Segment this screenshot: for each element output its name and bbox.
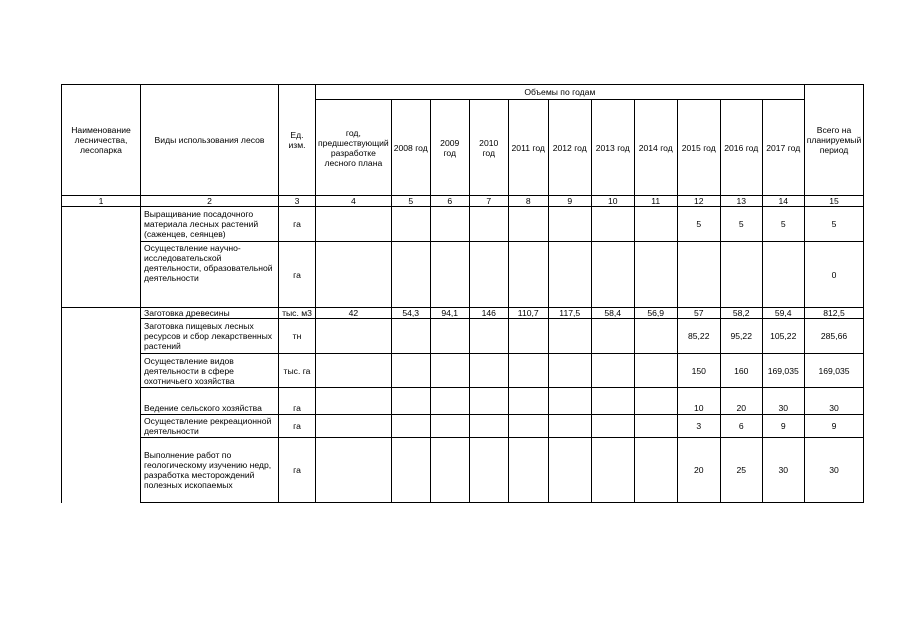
forest-use-table-wrapper <box>61 84 864 503</box>
table-row <box>62 438 864 503</box>
value-cell: 6 <box>720 415 762 438</box>
header-forestry-name: Наименование лесничества, лесопарка <box>62 85 141 196</box>
value-cell: 58,2 <box>720 308 762 319</box>
col-number: 1 <box>62 196 141 207</box>
value-cell: 42 <box>316 308 392 319</box>
value-cell <box>634 354 677 388</box>
header-year-2008: 2008 год <box>391 100 430 196</box>
use-type-cell: Заготовка древесины <box>141 308 279 319</box>
value-cell <box>762 242 804 308</box>
value-cell <box>469 354 508 388</box>
value-cell <box>469 319 508 354</box>
value-cell: 150 <box>677 354 720 388</box>
total-cell: 30 <box>804 438 864 503</box>
table-row <box>62 354 864 388</box>
total-cell: 30 <box>804 388 864 415</box>
value-cell: 105,22 <box>762 319 804 354</box>
use-type-cell: Осуществление рекреационной деятельности <box>141 415 279 438</box>
value-cell: 5 <box>677 207 720 242</box>
col-number: 2 <box>141 196 279 207</box>
col-number: 11 <box>634 196 677 207</box>
value-cell <box>677 242 720 308</box>
value-cell <box>634 207 677 242</box>
value-cell <box>634 415 677 438</box>
header-year-2013: 2013 год <box>591 100 634 196</box>
value-cell <box>316 388 392 415</box>
value-cell <box>548 354 591 388</box>
table-row <box>62 388 864 415</box>
value-cell: 117,5 <box>548 308 591 319</box>
value-cell <box>391 319 430 354</box>
use-type-cell: Ведение сельского хозяйства <box>141 388 279 415</box>
value-cell: 3 <box>677 415 720 438</box>
table-row <box>62 242 864 308</box>
value-cell <box>548 319 591 354</box>
header-year-2015: 2015 год <box>677 100 720 196</box>
value-cell <box>591 388 634 415</box>
value-cell <box>591 319 634 354</box>
col-number: 4 <box>316 196 392 207</box>
value-cell <box>591 438 634 503</box>
table-row <box>62 319 864 354</box>
unit-cell: тн <box>279 319 316 354</box>
value-cell <box>391 242 430 308</box>
col-number: 10 <box>591 196 634 207</box>
value-cell <box>391 415 430 438</box>
value-cell <box>469 207 508 242</box>
total-cell: 285,66 <box>804 319 864 354</box>
value-cell <box>316 438 392 503</box>
value-cell <box>469 438 508 503</box>
value-cell: 25 <box>720 438 762 503</box>
value-cell: 54,3 <box>391 308 430 319</box>
value-cell <box>316 415 392 438</box>
unit-cell: га <box>279 438 316 503</box>
unit-cell: тыс. м3 <box>279 308 316 319</box>
value-cell <box>591 207 634 242</box>
value-cell <box>591 415 634 438</box>
unit-cell: га <box>279 415 316 438</box>
value-cell: 30 <box>762 388 804 415</box>
value-cell <box>634 319 677 354</box>
value-cell <box>508 242 548 308</box>
col-number: 13 <box>720 196 762 207</box>
header-volumes-by-year: Объемы по годам <box>316 85 805 100</box>
header-year-2012: 2012 год <box>548 100 591 196</box>
unit-cell: га <box>279 207 316 242</box>
col-number: 14 <box>762 196 804 207</box>
value-cell <box>548 388 591 415</box>
value-cell <box>634 438 677 503</box>
total-cell: 0 <box>804 242 864 308</box>
value-cell: 59,4 <box>762 308 804 319</box>
value-cell: 94,1 <box>430 308 469 319</box>
value-cell <box>548 438 591 503</box>
header-total: Всего на планируемый период <box>804 85 864 196</box>
value-cell <box>391 438 430 503</box>
value-cell <box>508 388 548 415</box>
value-cell <box>548 207 591 242</box>
col-number: 6 <box>430 196 469 207</box>
use-type-cell: Заготовка пищевых лесных ресурсов и сбор лекарственных растений <box>141 319 279 354</box>
unit-cell: тыс. га <box>279 354 316 388</box>
value-cell <box>508 207 548 242</box>
total-cell: 9 <box>804 415 864 438</box>
value-cell <box>430 415 469 438</box>
forestry-name-cell <box>62 308 141 503</box>
col-number: 5 <box>391 196 430 207</box>
header-year-2017: 2017 год <box>762 100 804 196</box>
value-cell <box>316 319 392 354</box>
value-cell: 5 <box>762 207 804 242</box>
value-cell: 85,22 <box>677 319 720 354</box>
header-row-group <box>62 85 864 100</box>
total-cell: 169,035 <box>804 354 864 388</box>
value-cell <box>469 242 508 308</box>
value-cell <box>430 242 469 308</box>
column-numbers-row <box>62 196 864 207</box>
col-number: 3 <box>279 196 316 207</box>
value-cell <box>391 354 430 388</box>
col-number: 7 <box>469 196 508 207</box>
value-cell <box>430 319 469 354</box>
value-cell: 58,4 <box>591 308 634 319</box>
unit-cell: га <box>279 388 316 415</box>
value-cell: 30 <box>762 438 804 503</box>
total-cell: 812,5 <box>804 308 864 319</box>
value-cell <box>316 354 392 388</box>
value-cell: 146 <box>469 308 508 319</box>
value-cell <box>430 207 469 242</box>
value-cell <box>508 319 548 354</box>
value-cell: 20 <box>677 438 720 503</box>
value-cell <box>430 354 469 388</box>
header-year-2014: 2014 год <box>634 100 677 196</box>
value-cell <box>391 388 430 415</box>
forest-use-volumes-table <box>61 84 864 503</box>
use-type-cell: Осуществление видов деятельности в сфере охотничьего хозяйства <box>141 354 279 388</box>
col-number: 15 <box>804 196 864 207</box>
col-number: 8 <box>508 196 548 207</box>
value-cell <box>634 388 677 415</box>
value-cell: 5 <box>720 207 762 242</box>
header-year-2011: 2011 год <box>508 100 548 196</box>
table-row <box>62 308 864 319</box>
value-cell <box>391 207 430 242</box>
value-cell <box>508 415 548 438</box>
value-cell <box>548 415 591 438</box>
value-cell: 95,22 <box>720 319 762 354</box>
value-cell: 169,035 <box>762 354 804 388</box>
value-cell <box>469 415 508 438</box>
value-cell: 56,9 <box>634 308 677 319</box>
value-cell <box>430 388 469 415</box>
forestry-name-cell <box>62 207 141 308</box>
table-row <box>62 207 864 242</box>
value-cell: 10 <box>677 388 720 415</box>
unit-cell: га <box>279 242 316 308</box>
use-type-cell: Выращивание посадочного материала лесных растений (саженцев, сеянцев) <box>141 207 279 242</box>
header-unit: Ед. изм. <box>279 85 316 196</box>
value-cell <box>508 438 548 503</box>
value-cell <box>316 207 392 242</box>
value-cell <box>508 354 548 388</box>
header-year-2016: 2016 год <box>720 100 762 196</box>
value-cell: 9 <box>762 415 804 438</box>
total-cell: 5 <box>804 207 864 242</box>
header-year-2009: 2009 год <box>430 100 469 196</box>
use-type-cell: Осуществление научно-исследовательской деятельности, образовательной деятельности <box>141 242 279 308</box>
value-cell <box>430 438 469 503</box>
value-cell <box>720 242 762 308</box>
value-cell: 57 <box>677 308 720 319</box>
table-row <box>62 415 864 438</box>
col-number: 12 <box>677 196 720 207</box>
value-cell: 110,7 <box>508 308 548 319</box>
header-year-2010: 2010 год <box>469 100 508 196</box>
use-type-cell: Выполнение работ по геологическому изучению недр, разработка месторождений полезных ископаемых <box>141 438 279 503</box>
col-number: 9 <box>548 196 591 207</box>
value-cell <box>634 242 677 308</box>
value-cell: 20 <box>720 388 762 415</box>
value-cell: 160 <box>720 354 762 388</box>
value-cell <box>316 242 392 308</box>
value-cell <box>548 242 591 308</box>
header-year-prior: год, предшествующий разработке лесного плана <box>316 100 392 196</box>
value-cell <box>591 354 634 388</box>
header-use-type: Виды использования лесов <box>141 85 279 196</box>
value-cell <box>591 242 634 308</box>
value-cell <box>469 388 508 415</box>
